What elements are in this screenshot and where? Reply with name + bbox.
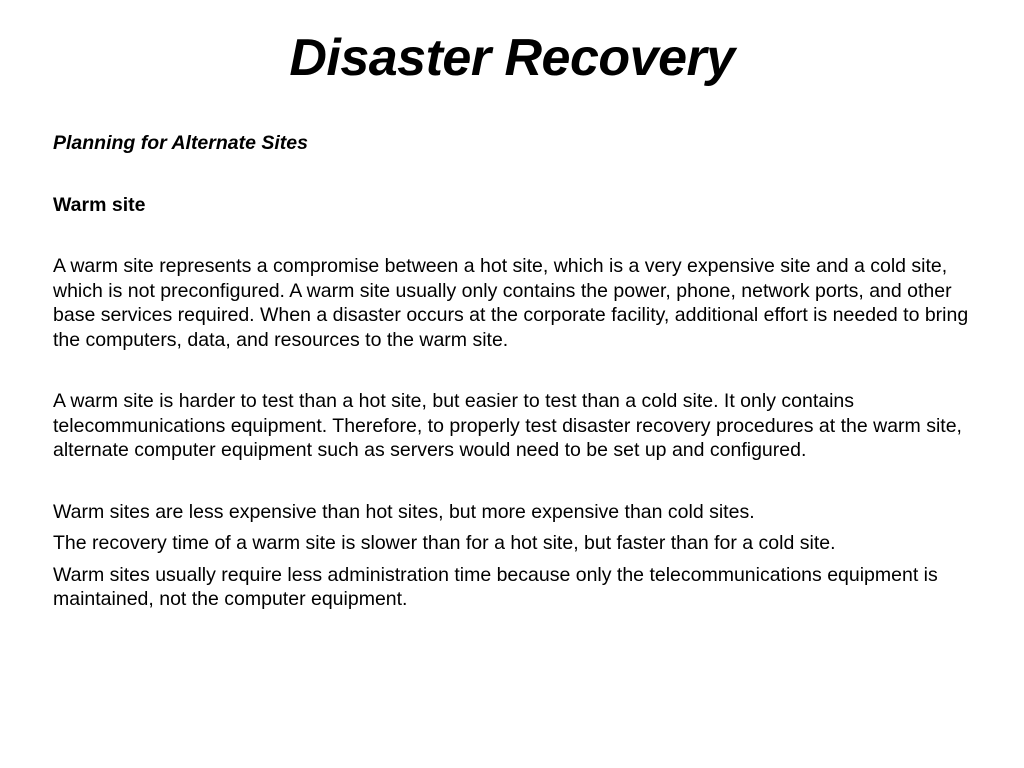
slide-title: Disaster Recovery [289, 29, 735, 87]
slide-content [53, 130, 988, 619]
section-heading: Warm site [53, 193, 146, 216]
point-recovery-time: The recovery time of a warm site is slower than for a hot site, but faster than for a cold site. [53, 532, 836, 554]
paragraph-warm-site-definition: A warm site represents a compromise between a hot site, which is a very expensive site and a cold site, which is not preconfigured. A warm site usually only contains the power, phone, network ports, and other base services required. When a disaster occurs at the corporate facility, additional effort is needed to bring the computers, data, and resources to the warm site. [53, 255, 969, 351]
paragraph-warm-site-testing: A warm site is harder to test than a hot site, but easier to test than a cold site. It only contains telecommunications equipment. Therefore, to properly test disaster recovery procedures at the warm site, alternate computer equipment such as servers would need to be set up and configured. [53, 390, 962, 461]
point-administration: Warm sites usually require less administration time because only the telecommunications equipment is maintained, not the computer equipment. [53, 563, 938, 610]
point-cost: Warm sites are less expensive than hot sites, but more expensive than cold sites. [53, 500, 755, 523]
slide-subtitle: Planning for Alternate Sites [53, 132, 308, 154]
